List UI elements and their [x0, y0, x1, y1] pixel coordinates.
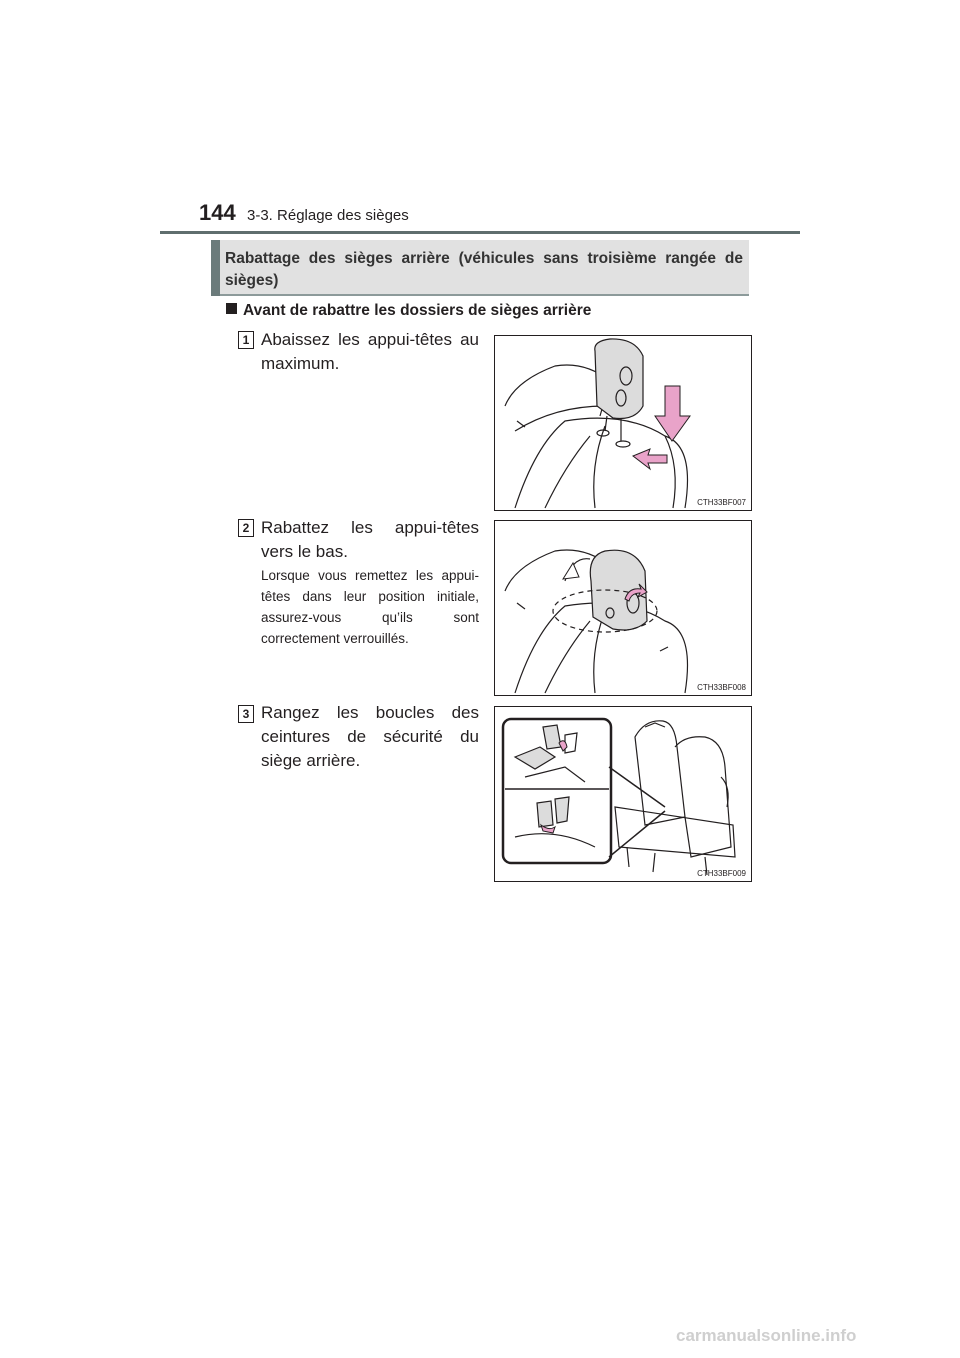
subsection-heading: [226, 302, 591, 320]
figure-seatbelt-buckles: [494, 706, 752, 882]
rotate-arrow-icon: [563, 563, 579, 579]
step-number-3: 3: [238, 705, 254, 723]
chapter-title: 3-3. Réglage des sièges: [247, 207, 409, 224]
square-bullet-icon: [226, 303, 237, 314]
figure-code: CTH33BF009: [697, 869, 746, 878]
buckle-arrow-icon: [559, 741, 567, 751]
step-1-text: Abaissez les appui-têtes au maximum.: [261, 330, 479, 373]
step-2-note: Lorsque vous remettez les appui-têtes dans leur position initiale, assurez-vous qu’ils sont correctement verrouillés.: [261, 568, 479, 646]
page-number: 144: [199, 200, 236, 225]
figure-headrest-fold: [494, 520, 752, 696]
figure-headrest-lower: [494, 335, 752, 511]
section-heading: [211, 240, 749, 296]
section-title: Rabattage des sièges arrière (véhicules sans troisième rangée de sièges): [225, 250, 743, 289]
step-number-2: 2: [238, 519, 254, 537]
figure-code: CTH33BF007: [697, 498, 746, 507]
push-arrow-icon: [633, 449, 667, 469]
step-2-text: Rabattez les appui-têtes vers le bas.: [261, 518, 479, 561]
step-3-text: Rangez les boucles des ceintures de sécurité du siège arrière.: [261, 703, 479, 770]
section-accent-bar: [211, 240, 220, 296]
watermark: carmanualsonline.info: [676, 1326, 857, 1345]
step-number-1: 1: [238, 331, 254, 349]
header-divider: [160, 231, 800, 234]
subsection-title: Avant de rabattre les dossiers de sièges arrière: [243, 302, 592, 319]
figure-code: CTH33BF008: [697, 683, 746, 692]
